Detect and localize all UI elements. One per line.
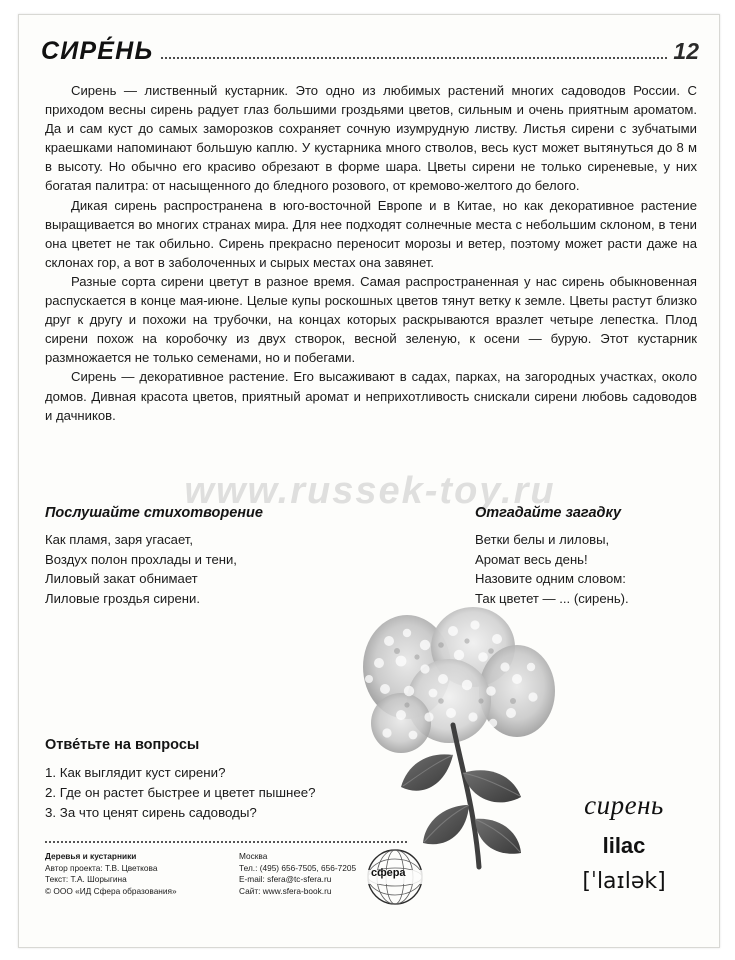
article-paragraph: Разные сорта сирени цветут в разное время. Самая распространенная у нас сирень обыкновенная распускается в конце мая-июне. Целые купы роскошных цветов тянут ветку к земле. Цветы растут близко друг к другу и похожи на трубочки, на концах которых раскрываются вразлет четыре лепестка. Плод сирени похож на коробочку из двух створок, весной зеленую, к осени — бурую. Этот кустарник размножается не только семенами, но и побегами. <box>45 273 697 366</box>
question-item: 1. Как выглядит куст сирени? <box>45 765 226 780</box>
poem-line: Как пламя, заря угасает, <box>45 532 193 547</box>
riddle-heading: Отгадайте загадку <box>475 505 622 521</box>
riddle-block <box>475 505 715 608</box>
poem-line: Лиловый закат обнимает <box>45 571 198 586</box>
footer-divider <box>45 841 407 843</box>
document-page <box>18 14 720 948</box>
article-paragraph: Дикая сирень распространена в юго-восточной Европе и в Китае, но как декоративное растение выращивается во многих странах мира. Для нее подходят солнечные места с небольшим склоном, в тени она цветет не так обильно. Сирень прекрасно переносит морозы и ветер, поэтому может расти даже на склонах гор, а вот в заболоченных и сырых местах она завянет. <box>45 197 697 270</box>
watermark: www.russek-toy.ru <box>184 470 556 512</box>
article-body <box>45 81 697 425</box>
question-item: 3. За что ценят сирень садоводы? <box>45 805 257 820</box>
question-item: 2. Где он растет быстрее и цветет пышнее? <box>45 785 316 800</box>
footer-series: Деревья и кустарники <box>45 851 137 861</box>
riddle-line: Ветки белы и лиловы, <box>475 532 610 547</box>
poem-line: Воздух полон прохлады и тени, <box>45 551 237 567</box>
page-number: 12 <box>673 38 699 64</box>
article-paragraph: Сирень — лиственный кустарник. Это одно из любимых растений многих садоводов России. С приходом весны сирень радует глаз большими гроздьями цветов, сильным и очень приятным ароматом. Да и сам куст до самых заморозков сохраняет сочную изумрудную листву. Листья сирени с зубчатыми краешками напоминают большую каплю. У кустарника много стволов, весь куст может вытянуться до 8 м в высоту. Но обычно его красиво обрезают в форме шара. Цветы сирени не только сиреневые, у них богатая палитра: от насыщенного до бледного розового, от кремово-желтого до белого. <box>45 83 697 194</box>
poem-heading: Послушайте стихотворение <box>45 505 263 521</box>
page-header <box>41 37 699 66</box>
word-transcription: [ˈlaɪlək] <box>582 869 666 894</box>
footer-imprint <box>45 851 215 897</box>
riddle-line: Назовите одним словом: <box>475 571 626 586</box>
page-title: СИРЕ́НЬ <box>41 37 154 65</box>
word-english: lilac <box>602 833 646 858</box>
article-paragraph: Сирень — декоративное растение. Его высаживают в садах, парках, на загородных участках, около домов. Дивная красота цветов, приятный аромат и неприхотливость снискали сирени любовь садоводов и дачников. <box>45 369 697 423</box>
logo-text: сфера <box>371 867 406 879</box>
publisher-logo <box>359 847 431 907</box>
riddle-line: Аромат весь день! <box>475 551 588 567</box>
poem-line: Лиловые гроздья сирени. <box>45 590 200 606</box>
footer-author: Автор проекта: Т.В. Цветкова <box>45 862 158 873</box>
title-dot-leader <box>161 57 667 59</box>
poem-block <box>45 505 365 608</box>
footer-phone: Тел.: (495) 656-7505, 656-7205 <box>239 862 357 873</box>
questions-block <box>45 737 385 823</box>
footer-text-author: Текст: Т.А. Шорыгина <box>45 874 127 885</box>
footer-email: E-mail: sfera@tc-sfera.ru <box>239 874 332 885</box>
questions-heading: Отве́тьте на вопросы <box>45 737 200 753</box>
footer-copyright: © ООО «ИД Сфера образования» <box>45 885 177 896</box>
footer-city: Москва <box>239 851 268 861</box>
vocabulary-card <box>539 790 709 894</box>
riddle-line: Так цветет — ... (сирень). <box>475 590 629 606</box>
footer-site: Сайт: www.sfera-book.ru <box>239 885 332 896</box>
word-russian: сирень <box>584 790 664 820</box>
